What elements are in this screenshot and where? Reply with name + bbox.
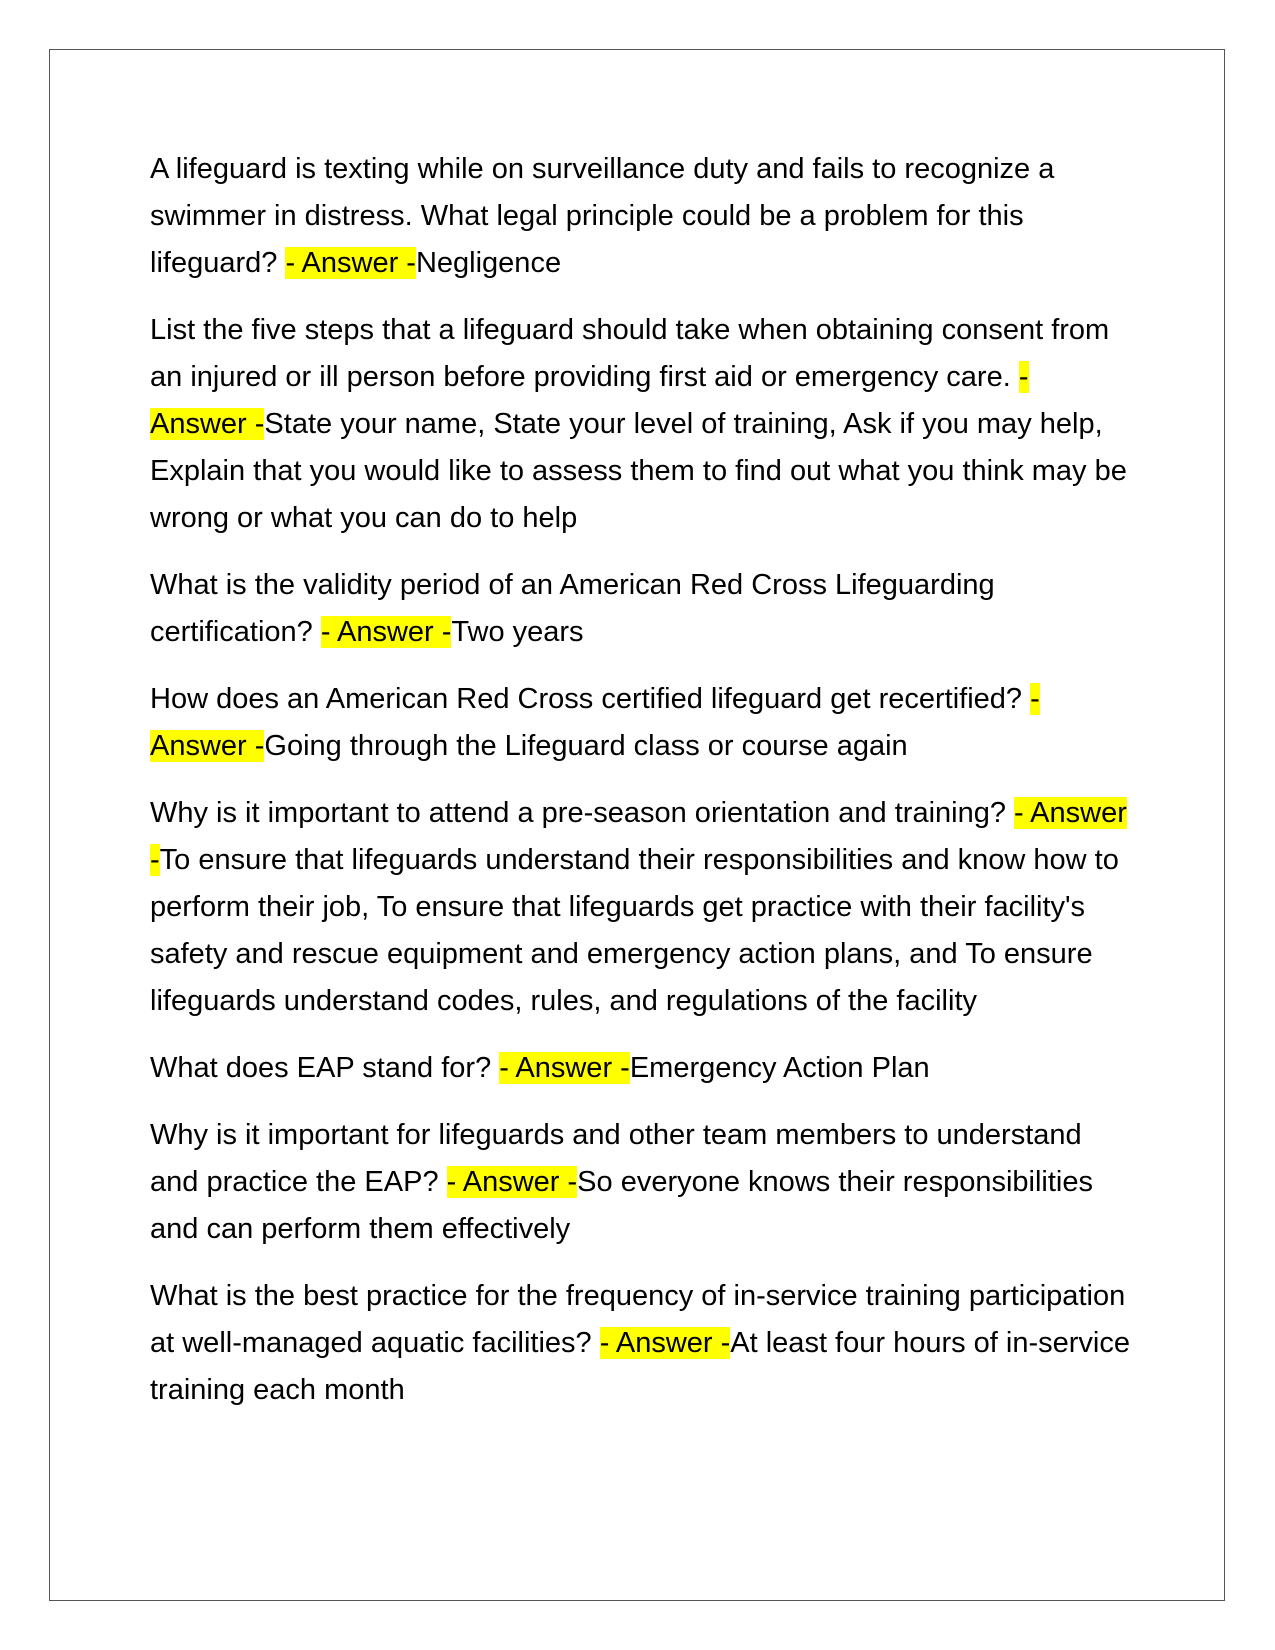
document-body	[150, 146, 1130, 1434]
answer-highlight: - Answer -	[446, 1166, 578, 1198]
question-text: What is the validity period of an American Red Cross Lifeguarding certification?	[150, 569, 995, 648]
qa-item	[150, 146, 1130, 287]
question-text: What is the best practice for the frequency of in-service training participation at well-managed aquatic facilities?	[150, 1280, 1126, 1359]
answer-text: So everyone knows their responsibilities and can perform them effectively	[150, 1166, 1093, 1245]
question-text: What does EAP stand for?	[150, 1052, 500, 1084]
answer-highlight: - Answer -	[499, 1052, 630, 1084]
answer-text: Negligence	[415, 247, 562, 279]
answer-highlight: - Answer -	[150, 683, 1040, 762]
answer-text: At least four hours of in-service training each month	[150, 1327, 1131, 1406]
answer-highlight: - Answer -	[150, 797, 1127, 876]
answer-highlight: - Answer -	[599, 1327, 731, 1359]
question-text: A lifeguard is texting while on surveillance duty and fails to recognize a swimmer in distress. What legal principle could be a problem for this lifeguard?	[150, 153, 1055, 279]
qa-item	[150, 790, 1130, 1025]
answer-text: To ensure that lifeguards understand their responsibilities and know how to perform their job, To ensure that lifeguards get practice with their facility's safety and rescue equipment and emergency action plans, and To ensure lifeguards understand codes, rules, and regulations of the facility	[150, 844, 1119, 1017]
answer-highlight: - Answer -	[285, 247, 416, 279]
answer-highlight: - Answer -	[150, 361, 1029, 440]
qa-item	[150, 1112, 1130, 1253]
qa-item	[150, 307, 1130, 542]
qa-item	[150, 1045, 1130, 1092]
answer-text: State your name, State your level of training, Ask if you may help, Explain that you would like to assess them to find out what you think may be wrong or what you can do to help	[150, 408, 1127, 534]
question-text: Why is it important for lifeguards and other team members to understand and practice the EAP?	[150, 1119, 1082, 1198]
question-text: How does an American Red Cross certified lifeguard get recertified?	[150, 683, 1031, 715]
answer-text: Emergency Action Plan	[629, 1052, 930, 1084]
qa-item	[150, 676, 1130, 770]
answer-text: Going through the Lifeguard class or course again	[264, 730, 908, 762]
qa-item	[150, 562, 1130, 656]
answer-highlight: - Answer -	[320, 616, 452, 648]
question-text: Why is it important to attend a pre-season orientation and training?	[150, 797, 1015, 829]
question-text: List the five steps that a lifeguard should take when obtaining consent from an injured or ill person before providing first aid or emergency care.	[150, 314, 1110, 393]
answer-text: Two years	[451, 616, 584, 648]
qa-item	[150, 1273, 1130, 1414]
